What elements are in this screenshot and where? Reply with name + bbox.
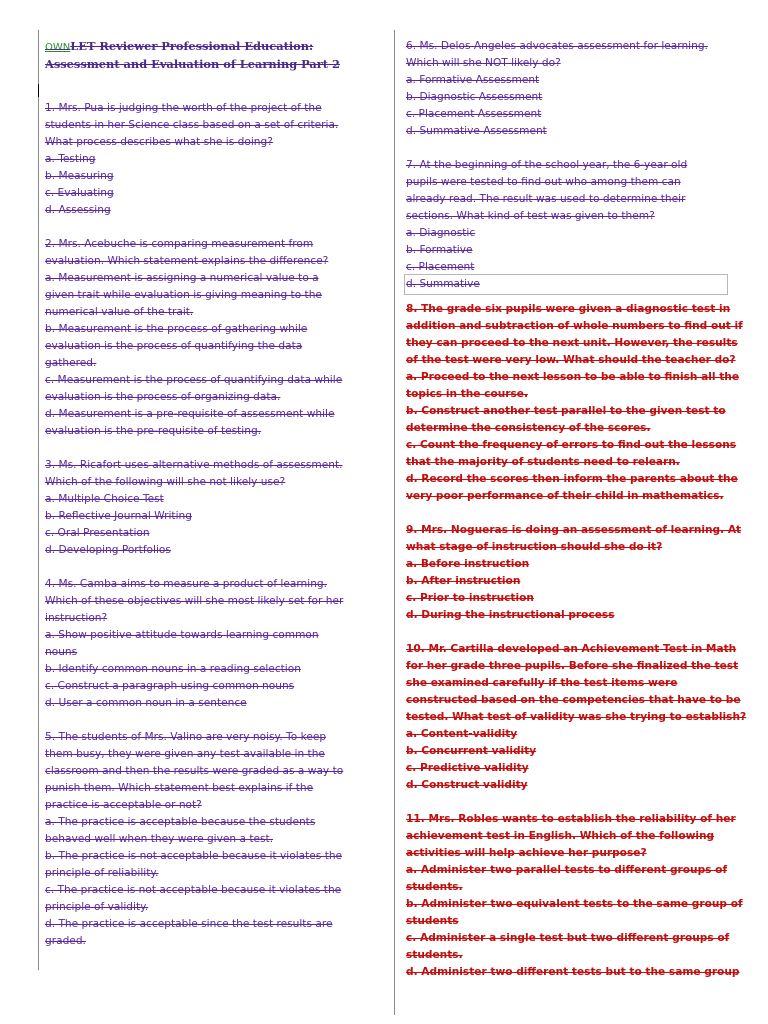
choice-d: d. Construct validity xyxy=(406,779,528,791)
choice-d: d. Assessing xyxy=(45,204,111,216)
choice-c: c. The practice is not acceptable because it violates the xyxy=(45,884,342,896)
choice-c: c. Count the frequency of errors to find out the lessons xyxy=(406,439,737,451)
question-5 xyxy=(45,729,363,950)
question-text: What process describes what she is doing? xyxy=(45,136,273,148)
question-1 xyxy=(45,100,363,219)
choice-d: d. User a common noun in a sentence xyxy=(45,697,247,709)
choice-a: a. Before instruction xyxy=(406,558,530,570)
choice-b: b. Diagnostic Assessment xyxy=(406,91,543,103)
choice-c: c. Administer a single test but two different groups of xyxy=(406,932,730,944)
choice-a: a. Multiple Choice Test xyxy=(45,493,164,505)
question-8 xyxy=(406,301,743,505)
question-2 xyxy=(45,236,363,440)
question-text: 5. The students of Mrs. Valino are very noisy. To keep xyxy=(45,731,327,743)
choice-a: a. Content-validity xyxy=(406,728,518,740)
question-text: tested. What test of validity was she trying to establish? xyxy=(406,711,747,723)
question-text: 9. Mrs. Nogueras is doing an assessment of learning. At xyxy=(406,524,742,536)
choice-d: d. Summative Assessment xyxy=(406,125,547,137)
question-text: they can proceed to the next unit. However, the results xyxy=(406,337,738,349)
choice-d: d. Record the scores then inform the parents about the xyxy=(406,473,738,485)
question-text: 3. Ms. Ricafort uses alternative methods of assessment. xyxy=(45,459,343,471)
question-text: what stage of instruction should she do it? xyxy=(406,541,663,553)
question-text: for her grade three pupils. Before she finalized the test xyxy=(406,660,739,672)
question-text: constructed based on the competencies that have to be xyxy=(406,694,741,706)
choice-a: a. Administer two parallel tests to different groups of xyxy=(406,864,728,876)
question-text: instruction? xyxy=(45,612,108,624)
choice-a: a. The practice is acceptable because the students xyxy=(45,816,316,828)
choice-c: c. Prior to instruction xyxy=(406,592,534,604)
choice-d: very poor performance of their child in mathematics. xyxy=(406,490,724,502)
choice-b: principle of reliability. xyxy=(45,867,159,879)
choice-b: evaluation is the process of quantifying the data xyxy=(45,340,303,352)
choice-d: d. Summative xyxy=(406,276,726,293)
question-7 xyxy=(406,157,726,293)
choice-d: d. The practice is acceptable since the test results are xyxy=(45,918,333,930)
question-text: them busy, they were given any test available in the xyxy=(45,748,325,760)
choice-c: c. Oral Presentation xyxy=(45,527,150,539)
choice-d: d. Measurement is a pre-requisite of assessment while xyxy=(45,408,335,420)
question-text: practice is acceptable or not? xyxy=(45,799,202,811)
choice-a: a. Testing xyxy=(45,153,96,165)
question-text: students in her Science class based on a set of criteria. xyxy=(45,119,339,131)
document-title xyxy=(45,38,363,73)
choice-c: c. Evaluating xyxy=(45,187,114,199)
question-text: 7. At the beginning of the school year, the 6-year old xyxy=(406,159,688,171)
question-text: addition and subtraction of whole numbers to find out if xyxy=(406,320,743,332)
right-column-rule xyxy=(394,30,395,1015)
question-text: already read. The result was used to determine their xyxy=(406,193,686,205)
choice-c: c. Placement Assessment xyxy=(406,108,542,120)
choice-b: b. Measuring xyxy=(45,170,114,182)
question-text: sections. What kind of test was given to them? xyxy=(406,210,655,222)
question-text: 4. Ms. Camba aims to measure a product of learning. xyxy=(45,578,328,590)
question-text: achievement test in English. Which of the following xyxy=(406,830,715,842)
left-column xyxy=(45,38,363,967)
choice-a: topics in the course. xyxy=(406,388,529,400)
choice-d: d. During the instructional process xyxy=(406,609,615,621)
choice-a: a. Measurement is assigning a numerical value to a xyxy=(45,272,319,284)
choice-a: a. Proceed to the next lesson to be able to finish all the xyxy=(406,371,740,383)
question-text: 10. Mr. Cartilla developed an Achievement Test in Math xyxy=(406,643,737,655)
choice-b: b. After instruction xyxy=(406,575,521,587)
question-text: punish them. Which statement best explains if the xyxy=(45,782,314,794)
question-text: Which of these objectives will she most likely set for her xyxy=(45,595,344,607)
choice-a: behaved well when they were given a test. xyxy=(45,833,274,845)
choice-c: that the majority of students need to relearn. xyxy=(406,456,680,468)
question-text: 11. Mrs. Robles wants to establish the reliability of her xyxy=(406,813,736,825)
question-text: 1. Mrs. Pua is judging the worth of the project of the xyxy=(45,102,322,114)
question-text: 2. Mrs. Acebuche is comparing measurement from xyxy=(45,238,314,250)
question-text: evaluation. Which statement explains the difference? xyxy=(45,255,329,267)
question-text: Which will she NOT likely do? xyxy=(406,57,561,69)
left-column-rule xyxy=(38,30,39,970)
choice-c: evaluation is the process of organizing data. xyxy=(45,391,281,403)
question-10 xyxy=(406,641,747,794)
choice-a: a. Show positive attitude towards learning common xyxy=(45,629,319,641)
choice-d: graded. xyxy=(45,935,86,947)
choice-c: students. xyxy=(406,949,463,961)
choice-a: a. Diagnostic xyxy=(406,227,476,239)
choice-c: c. Predictive validity xyxy=(406,762,529,774)
choice-a: numerical value of the trait. xyxy=(45,306,194,318)
choice-b: b. The practice is not acceptable because it violates the xyxy=(45,850,343,862)
choice-b: gathered. xyxy=(45,357,97,369)
choice-b: b. Formative xyxy=(406,244,473,256)
choice-d: d. Developing Portfolios xyxy=(45,544,171,556)
question-9 xyxy=(406,522,742,624)
choice-b: b. Measurement is the process of gathering while xyxy=(45,323,308,335)
right-column xyxy=(406,38,747,998)
choice-c: c. Measurement is the process of quantifying data while xyxy=(45,374,343,386)
choice-b: determine the consistency of the scores. xyxy=(406,422,651,434)
choice-c: c. Construct a paragraph using common nouns xyxy=(45,680,295,692)
own-tag: OWN xyxy=(45,42,71,53)
choice-c: principle of validity. xyxy=(45,901,149,913)
choice-b: b. Identify common nouns in a reading selection xyxy=(45,663,301,675)
question-text: 8. The grade six pupils were given a diagnostic test in xyxy=(406,303,731,315)
choice-a: students. xyxy=(406,881,463,893)
choice-a: a. Formative Assessment xyxy=(406,74,540,86)
question-text: activities will help achieve her purpose? xyxy=(406,847,647,859)
choice-b: b. Administer two equivalent tests to the same group of xyxy=(406,898,743,910)
text-cursor xyxy=(38,84,39,97)
title-line: OWNLET Reviewer Professional Education: xyxy=(45,39,314,53)
choice-b: students xyxy=(406,915,459,927)
choice-b: b. Construct another test parallel to the given test to xyxy=(406,405,726,417)
question-4 xyxy=(45,576,363,712)
choice-a: nouns xyxy=(45,646,78,658)
question-text: 6. Ms. Delos Angeles advocates assessment for learning. xyxy=(406,40,708,52)
choice-d: evaluation is the pre-requisite of testing. xyxy=(45,425,262,437)
choice-c: c. Placement xyxy=(406,261,475,273)
question-text: Which of the following will she not likely use? xyxy=(45,476,286,488)
title-line: Assessment and Evaluation of Learning Part 2 xyxy=(45,57,340,71)
choice-d: d. Administer two different tests but to the same group xyxy=(406,966,740,978)
choice-a: given trait while evaluation is giving meaning to the xyxy=(45,289,322,301)
question-11 xyxy=(406,811,743,981)
question-3 xyxy=(45,457,363,559)
choice-b: b. Concurrent validity xyxy=(406,745,537,757)
question-text: of the test were very low. What should the teacher do? xyxy=(406,354,736,366)
question-text: she examined carefully if the test items were xyxy=(406,677,678,689)
question-text: pupils were tested to find out who among them can xyxy=(406,176,681,188)
question-6 xyxy=(406,38,726,140)
question-text: classroom and then the results were graded as a way to xyxy=(45,765,344,777)
choice-b: b. Reflective Journal Writing xyxy=(45,510,192,522)
